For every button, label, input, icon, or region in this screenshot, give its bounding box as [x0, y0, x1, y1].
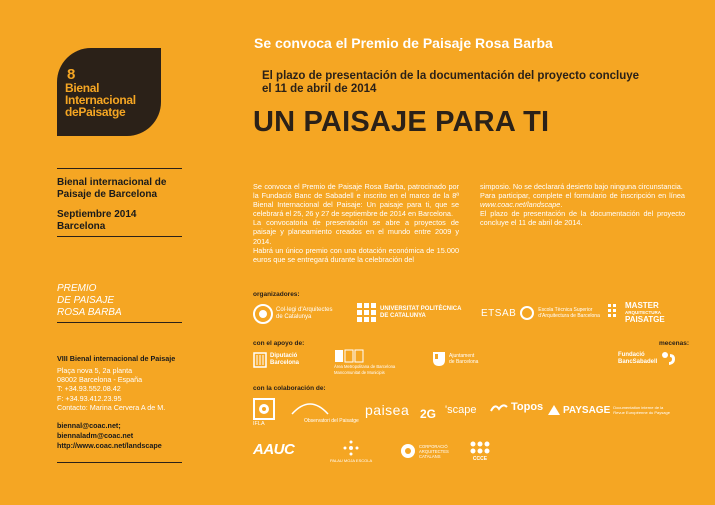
premio-line-2: DE PAISAJE: [57, 295, 115, 306]
ccce-logo: [470, 441, 490, 463]
contact-title: VIII Bienal internacional de Paisaje: [57, 354, 176, 363]
contact-links: [57, 421, 162, 450]
contact-block: [57, 366, 165, 412]
ifla-logo: [253, 398, 275, 428]
divider: [57, 322, 182, 323]
pms-dots-icon: [343, 440, 359, 456]
body-text: .: [560, 200, 563, 210]
contact-address: Plaça nova 5, 2a planta: [57, 366, 133, 375]
collab-label: con la colaboración de:: [253, 385, 326, 392]
upc-label-1: UNIVERSITAT POLITÈCNICA: [380, 306, 462, 312]
paysage-triangle-icon: [548, 405, 560, 415]
logo-line3: dePaisatge: [65, 105, 126, 119]
coapc-logo: [400, 443, 465, 459]
ifla-square-icon: [253, 398, 275, 420]
logo-line2: Internacional: [65, 93, 136, 107]
etsab-logo: [481, 305, 600, 321]
topos-label: Topos: [511, 400, 544, 413]
upc-label-2: DE CATALUNYA: [380, 313, 426, 319]
body-paragraph: simposio. No se declarará desierto bajo ninguna circunstancia.: [480, 182, 683, 191]
scape-logo: 'scape: [445, 404, 477, 416]
master-label-1: MASTER: [625, 301, 659, 310]
topos-wave-icon: [490, 401, 508, 413]
body-paragraph: Habrá un único premio con una dotación económica de 15.000 euros que se entregará durante la celebración del: [253, 245, 459, 264]
mecenas-label-2: BancSabadell: [618, 359, 658, 365]
amb-label-1: Àrea Metropolitana de Barcelona: [334, 364, 396, 369]
event-title-1: Bienal internacional de: [57, 177, 167, 188]
divider: [57, 168, 182, 169]
coac-emblem-icon: [253, 303, 273, 325]
coapc-label: CORPORACIÓ ARQUITECTES CATALANS: [419, 443, 449, 459]
observatori-logo: [290, 400, 359, 425]
etsab-abbr: ETSAB: [481, 307, 517, 319]
email-link-2[interactable]: biennaladm@coac.net: [57, 430, 134, 440]
coac-label-2: de Catalunya: [276, 314, 312, 320]
master-grid-icon: [608, 304, 622, 322]
contact-zip: 08002 Barcelona - España: [57, 375, 143, 385]
paysage-sub: Documentation interne de la Revue Européenne du Paysage: [613, 405, 670, 415]
amb-shields-icon: [334, 349, 364, 363]
web-link[interactable]: http://www.coac.net/landscape: [57, 440, 162, 450]
amb-logo: [334, 349, 395, 375]
twog-logo: 2G: [420, 407, 437, 421]
etsab-ring-icon: [519, 305, 535, 321]
upc-grid-icon: [357, 303, 377, 323]
premio-line-3: ROSA BARBA: [57, 307, 122, 318]
observatori-label: Observatori del Paisatge: [304, 418, 359, 424]
convoca-heading: Se convoca el Premio de Paisaje Rosa Barba: [254, 35, 553, 51]
master-logo: [608, 302, 665, 324]
deadline-line-2: el 11 de abril de 2014: [262, 83, 377, 95]
topos-logo: [490, 401, 543, 413]
body-paragraph: El plazo de presentación de la documentación del proyecto concluye el 11 de abril de 2014.: [480, 209, 685, 228]
body-text: Para participar, complete el formulario de inscripción en línea: [480, 191, 685, 201]
main-title: UN PAISAJE PARA TI: [253, 106, 550, 138]
upc-logo: [357, 303, 461, 323]
contact-fax: F: +34.93.412.23.95: [57, 393, 122, 403]
divider: [57, 236, 182, 237]
support-label: con el apoyo de:: [253, 340, 305, 347]
ajuntament-label-2: de Barcelona: [449, 359, 479, 365]
form-link[interactable]: www.coac.net/landscape: [480, 200, 561, 210]
mecenas-label-1: Fundació: [618, 352, 645, 358]
diputacio-label-2: Barcelona: [270, 360, 300, 366]
premio-line-1: PREMIO: [57, 283, 97, 294]
ajuntament-shield-icon: [432, 351, 446, 367]
body-paragraph: [480, 191, 685, 209]
organizers-label: organizadores:: [253, 291, 300, 298]
ajuntament-logo: [432, 351, 478, 367]
amb-label-2: Mancomunitat de Municipis: [334, 370, 385, 375]
pms-logo: [330, 440, 372, 464]
coapc-circle-icon: [400, 443, 416, 459]
diputacio-logo: [253, 352, 299, 368]
event-date: Septiembre 2014: [57, 209, 137, 220]
coac-label-1: Col·legi d'Arquitectes: [276, 307, 333, 313]
divider: [57, 462, 182, 463]
ccce-dots-icon: [470, 441, 490, 455]
diputacio-label-1: Diputació: [270, 353, 298, 359]
master-label-3: PAISATGE: [625, 315, 665, 324]
bienal-logo: [57, 48, 161, 136]
deadline-line-1: El plazo de presentación de la documentación del proyecto concluye: [262, 70, 640, 82]
event-title-2: Paisaje de Barcelona: [57, 189, 158, 200]
body-column-1: [253, 182, 459, 264]
body-paragraph: Se convoca el Premio de Paisaje Rosa Barba, patrocinado por la Fundació Banc de Sabadell e inscrito en el marco de la 8ª Bienal Internacional del Paisaje: Un paisaje para ti, que se celebrará el 25, 26 y 27 de septiembre de 2014 en Barcelona.: [253, 182, 459, 219]
observatori-arc-icon: [290, 400, 330, 416]
aauc-logo: AAUC: [253, 441, 295, 458]
email-link-1[interactable]: biennal@coac.net;: [57, 421, 121, 430]
paysage-label: PAYSAGE: [563, 404, 611, 416]
event-city: Barcelona: [57, 221, 106, 232]
contact-phone: T: +34.93.552.08.42: [57, 384, 121, 394]
ccce-label: CCCE: [472, 456, 488, 462]
master-label-2: ARQUITECTURA: [625, 310, 661, 315]
body-paragraph: La convocatoria de presentación se abre a proyectos de paisaje y planeamiento creados en el mundo entre 2009 y 2014.: [253, 218, 459, 246]
bancsabadell-logo: [618, 351, 676, 367]
mecenas-label: mecenas:: [659, 340, 689, 347]
contact-person: Contacto: Marina Cervera A de M.: [57, 402, 166, 412]
diputacio-shield-icon: [253, 352, 267, 368]
ifla-label: IFLA: [253, 421, 265, 427]
paisea-logo: paisea: [365, 402, 410, 418]
bancsabadell-mark-icon: [660, 351, 676, 367]
etsab-label-2: d'Arquitectura de Barcelona: [538, 313, 600, 319]
pms-label: PALAU MOJA ESCOLA: [330, 458, 373, 463]
ajuntament-label-1: Ajuntament: [449, 353, 475, 359]
coac-logo: [253, 303, 333, 325]
paysage-logo: [548, 405, 671, 415]
body-column-2: [480, 182, 685, 227]
etsab-label-1: Escola Tècnica Superior: [538, 307, 593, 313]
logo-number: 8: [67, 66, 76, 83]
logo-line1: Bienal: [65, 81, 100, 95]
